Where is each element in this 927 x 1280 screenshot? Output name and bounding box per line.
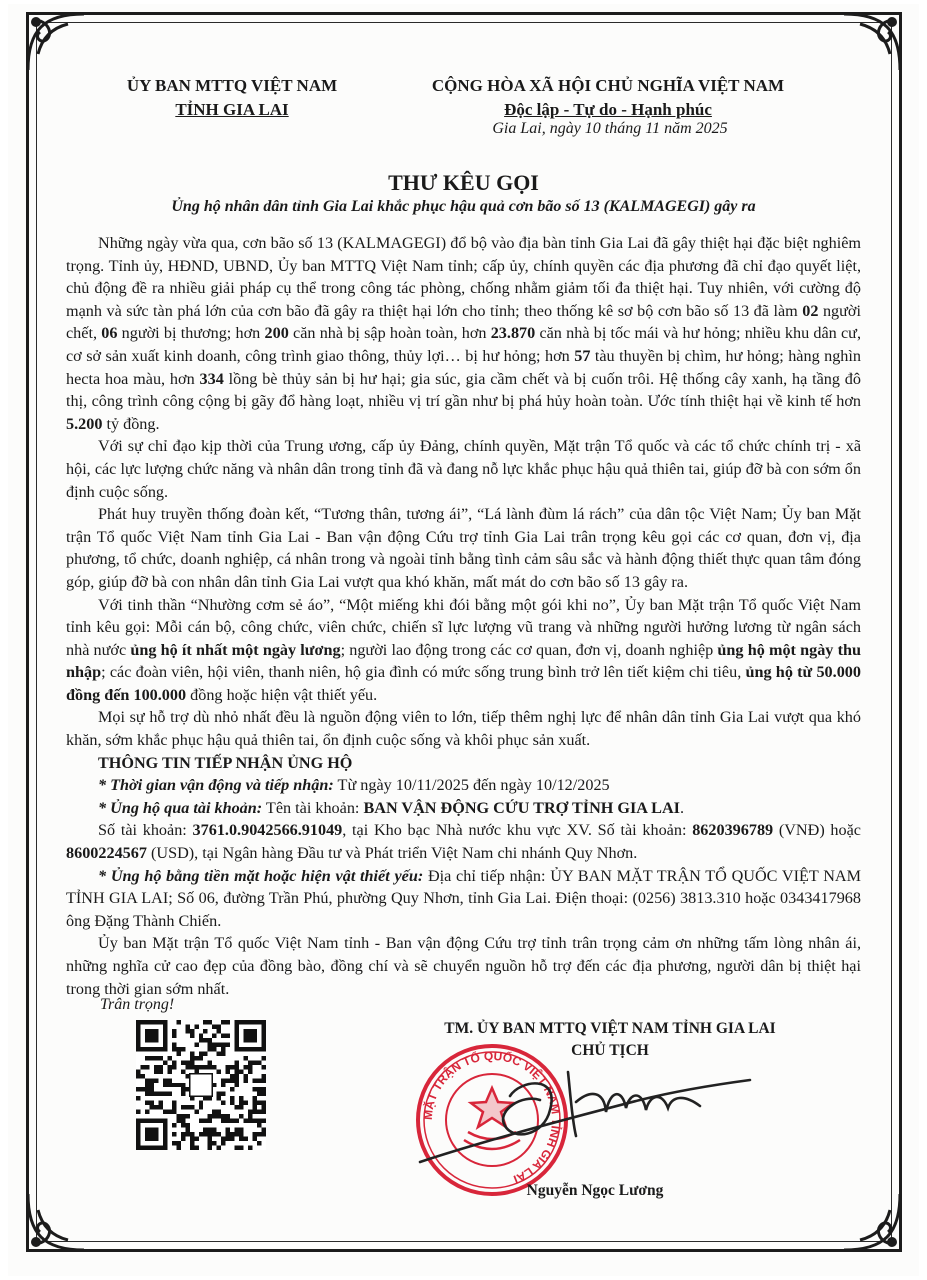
letter-body xyxy=(66,232,861,1000)
corner-ornament-top-left xyxy=(24,10,94,80)
text-run: Từ ngày 10/11/2025 đến ngày 10/12/2025 xyxy=(333,776,610,795)
paragraph-damage xyxy=(66,232,861,435)
text-run: * Thời gian vận động và tiếp nhận: xyxy=(98,776,334,795)
text-run: (VNĐ) hoặc xyxy=(773,821,861,840)
text-run: Những ngày vừa qua, cơn bão số 13 (KALMAGEGI) đổ bộ vào địa bàn tỉnh Gia Lai đã gây thiệt hại đặc biệt nghiêm trọng. Tỉnh ủy, HĐND, UBND, Ủy ban MTTQ Việt Nam tỉnh; cấp ủy, chính quyền các địa phương đã chỉ đạo quyết liệt, chủ động đề ra nhiều giải pháp cụ thể trong công tác phòng, chống nhằm giảm tối đa thiệt hại. Tuy nhiên, với cường độ mạnh và sức tàn phá lớn của cơn bão đã gây ra thiệt hại lớn cho tỉnh; theo thống kê sơ bộ cơn bão số 13 đã làm xyxy=(66,234,861,320)
paragraph-thanks: Ủy ban Mặt trận Tổ quốc Việt Nam tỉnh - Ban vận động Cứu trợ tỉnh trân trọng cảm ơn những tấm lòng nhân ái, những nghĩa cử cao đẹp của đồng bào, đồng chí và sẽ chuyển nguồn hỗ trợ đến các địa phương, người dân bị thiệt hại trong thời gian sớm nhất. xyxy=(66,934,861,998)
text-run: Tên tài khoản: xyxy=(262,798,364,817)
text-run: (USD), tại Ngân hàng Đầu tư và Phát triển Việt Nam chi nhánh Quy Nhơn. xyxy=(146,844,638,863)
text-run: ; các đoàn viên, hội viên, thanh niên, hộ gia đình có mức sống trung bình trở lên tiết kiệm chi tiêu, xyxy=(101,663,746,682)
text-run: 200 xyxy=(264,324,289,343)
signatory-position: CHỦ TỊCH xyxy=(571,1042,649,1059)
text-run: BAN VẬN ĐỘNG CỨU TRỢ TỈNH GIA LAI xyxy=(363,798,680,817)
national-motto xyxy=(398,74,818,122)
text-run: đồng hoặc hiện vật thiết yếu. xyxy=(186,685,378,704)
corner-ornament-bottom-right xyxy=(834,1184,904,1254)
text-run: 334 xyxy=(199,369,224,388)
corner-ornament-top-right xyxy=(834,10,904,80)
text-run: người bị thương; hơn xyxy=(117,324,265,343)
handwritten-signature xyxy=(400,1050,760,1180)
info-account-numbers xyxy=(66,819,861,864)
text-run: 8600224567 xyxy=(66,844,147,863)
text-run: ủng hộ một ngày thu nhập xyxy=(66,640,861,682)
text-run: . xyxy=(679,798,684,817)
text-run: * Ủng hộ qua tài khoản: xyxy=(98,798,263,817)
text-run: 02 xyxy=(802,301,819,320)
paragraph-appeal: Phát huy truyền thống đoàn kết, “Tương thân, tương ái”, “Lá lành đùm lá rách” của dân tộc Việt Nam; Ủy ban Mặt trận Tổ quốc Việt Nam tỉnh Gia Lai - Ban vận động Cứu trợ tỉnh Gia Lai trân trọng kêu gọi các cơ quan, đơn vị, địa phương, tổ chức, doanh nghiệp, cá nhân trong và ngoài tỉnh bằng tình cảm sâu sắc và hành động thiết thực quan tâm đóng góp, giúp đỡ bà con nhân dân tỉnh Gia Lai vượt qua khó khăn, mất mát do cơn bão số 13 gây ra. xyxy=(66,505,861,591)
text-run: căn nhà bị sập hoàn toàn, hơn xyxy=(288,324,491,343)
text-run: người chết, xyxy=(66,301,861,343)
text-run: 06 xyxy=(101,324,118,343)
issuing-authority xyxy=(98,74,366,122)
issuing-authority-line1: ỦY BAN MTTQ VIỆT NAM xyxy=(126,76,338,95)
paragraph-encouragement: Mọi sự hỗ trợ dù nhỏ nhất đều là nguồn động viên to lớn, tiếp thêm nghị lực để nhân dân tỉnh Gia Lai vượt qua khó khăn, sớm khắc phục hậu quả thiên tai, ổn định cuộc sống và khôi phục sản xuất. xyxy=(66,708,861,750)
signatory-name: Nguyễn Ngọc Lương xyxy=(526,1182,664,1199)
text-run: 23.870 xyxy=(490,324,536,343)
text-run: 3761.0.9042566.91049 xyxy=(192,821,343,840)
text-run: ủng hộ ít nhất một ngày lương xyxy=(130,640,341,659)
text-run: 57 xyxy=(574,346,591,365)
text-run: lồng bè thủy sản bị hư hại; gia súc, gia cầm chết và bị cuốn trôi. Hệ thống cây xanh, hạ tầng đô thị, công trình công cộng bị gãy đổ hàng loạt, nhiều vị trí gần như bị phá hủy hoàn toàn. Ước tính thiệt hại về kinh tế hơn xyxy=(66,369,861,411)
info-time xyxy=(66,774,861,797)
signatory-title: TM. ỦY BAN MTTQ VIỆT NAM TỈNH GIA LAI xyxy=(444,1020,776,1037)
text-run: , tại Kho bạc Nhà nước khu vực XV. Số tài khoản: xyxy=(342,821,693,840)
text-run: Với tinh thần “Nhường cơm sẻ áo”, “Một miếng khi đói bằng một gói khi no”, Ủy ban Mặt trận Tổ quốc Việt Nam tỉnh kêu gọi: Mỗi cán bộ, công chức, viên chức, chiến sĩ lực lượng vũ trang và những người hưởng lương từ ngân sách nhà nước xyxy=(66,595,861,659)
issuing-authority-line2: TỈNH GIA LAI xyxy=(175,100,289,119)
qr-code[interactable] xyxy=(136,1020,266,1150)
motto: Độc lập - Tự do - Hạnh phúc xyxy=(504,100,712,119)
info-account xyxy=(66,797,861,820)
text-run: 8620396789 xyxy=(692,821,774,840)
text-run: * Ủng hộ bằng tiền mặt hoặc hiện vật thiết yếu: xyxy=(98,866,424,885)
text-run: tàu thuyền bị chìm, hư hỏng; hàng nghìn hecta hoa màu, hơn xyxy=(66,346,861,388)
text-run: căn nhà bị tốc mái và hư hỏng; nhiều khu dân cư, cơ sở sản xuất kinh doanh, công trình giao thông, thủy lợi… bị hư hỏng; hơn xyxy=(66,324,861,365)
info-heading: THÔNG TIN TIẾP NHẬN ỦNG HỘ xyxy=(98,753,353,772)
paragraph-response: Với sự chỉ đạo kịp thời của Trung ương, cấp ủy Đảng, chính quyền, Mặt trận Tổ quốc và các tổ chức chính trị - xã hội, các lực lượng chức năng và nhân dân trong tỉnh đã và đang nỗ lực khắc phục hậu quả thiên tai, giúp đỡ bà con sớm ổn định cuộc sống. xyxy=(66,437,861,501)
closing-phrase: Trân trọng! xyxy=(100,996,175,1013)
info-cash xyxy=(66,865,861,933)
document-subtitle: Ủng hộ nhân dân tỉnh Gia Lai khắc phục hậu quả cơn bão số 13 (KALMAGEGI) gây ra xyxy=(171,198,756,215)
paragraph-call-to-donate xyxy=(66,594,861,707)
text-run: tỷ đồng. xyxy=(102,414,160,433)
document-date: Gia Lai, ngày 10 tháng 11 năm 2025 xyxy=(492,120,728,137)
text-run: 5.200 xyxy=(66,414,103,433)
national-title: CỘNG HÒA XÃ HỘI CHỦ NGHĨA VIỆT NAM xyxy=(431,76,785,95)
text-run: ủng hộ từ 50.000 đồng đến 100.000 xyxy=(66,663,861,704)
svg-text:MẶT TRẬN TỔ QUỐC VIỆT NAM TỈNH: MẶT TRẬN TỔ QUỐC VIỆT NAM TỈNH GIA LAI xyxy=(420,1048,564,1187)
text-run: Số tài khoản: xyxy=(98,821,193,840)
corner-ornament-bottom-left xyxy=(24,1184,94,1254)
document-title: THƯ KÊU GỌI xyxy=(388,170,539,195)
text-run: ; người lao động trong các cơ quan, đơn vị, doanh nghiệp xyxy=(340,640,718,659)
text-run: Địa chỉ tiếp nhận: ỦY BAN MẶT TRẬN TỔ QUỐC VIỆT NAM TỈNH GIA LAI; Số 06, đường Trần Phú, phường Quy Nhơn, tỉnh Gia Lai. Điện thoại: (0256) 3813.310 hoặc 0343417968 ông Đặng Thành Chiến. xyxy=(66,866,861,930)
